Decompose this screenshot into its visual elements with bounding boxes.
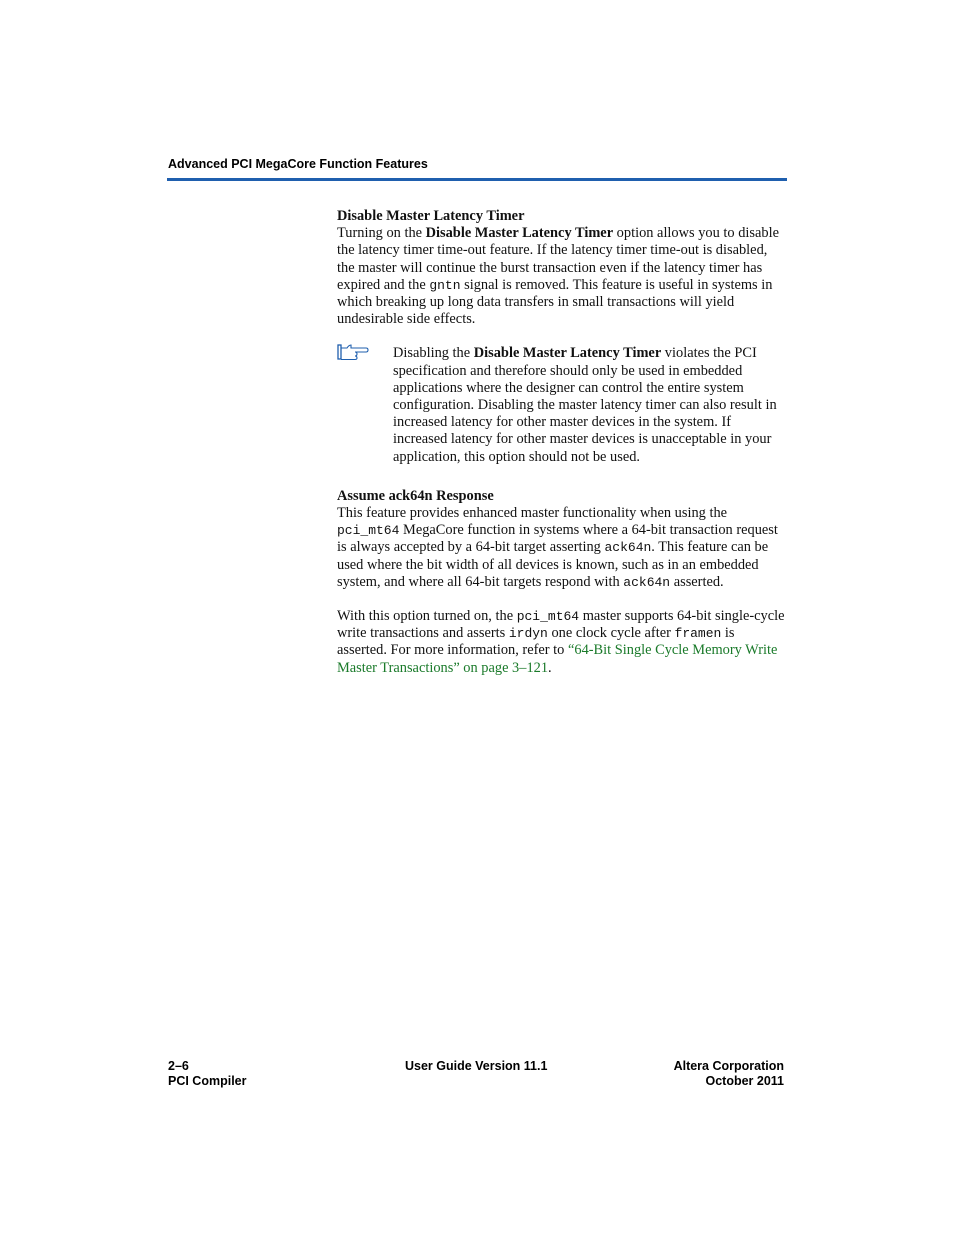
text-run: Turning on the xyxy=(337,225,426,242)
signal-code: irdyn xyxy=(508,626,548,642)
header-rule xyxy=(167,178,787,181)
signal-code: ack64n xyxy=(604,540,652,556)
note-text xyxy=(393,345,787,465)
signal-code: pci_mt64 xyxy=(516,609,580,625)
section-heading-disable-master-latency-timer: Disable Master Latency Timer xyxy=(337,208,525,224)
footer-right xyxy=(674,1059,784,1089)
footer-center xyxy=(405,1059,547,1074)
section-heading-assume-ack64n-response: Assume ack64n Response xyxy=(337,487,494,504)
company-name: Altera Corporation xyxy=(673,1059,784,1073)
signal-code: pci_mt64 xyxy=(337,523,400,539)
pointing-hand-icon xyxy=(337,344,369,362)
signal-code: ack64n xyxy=(623,574,671,590)
publication-date: October 2011 xyxy=(705,1074,784,1088)
paragraph-option-turned-on xyxy=(337,608,787,677)
running-header-title: Advanced PCI MegaCore Function Features xyxy=(168,157,428,171)
text-run: is asserted. For more information, refer to xyxy=(337,625,735,659)
main-content xyxy=(337,208,787,677)
text-run: one clock cycle after xyxy=(547,625,675,642)
footer-left xyxy=(168,1059,247,1089)
page-number: 2–6 xyxy=(168,1059,189,1073)
text-run: Disabling the xyxy=(393,345,474,362)
text-run: MegaCore function in systems where a 64-bit transaction request is always accepted by a 64-bit target asserting xyxy=(337,522,778,556)
option-name-bold: Disable Master Latency Timer xyxy=(425,225,614,242)
cross-reference-link[interactable]: “64-Bit Single Cycle Memory Write Master Transactions” on page 3–121 xyxy=(337,642,778,676)
product-name: PCI Compiler xyxy=(168,1074,247,1088)
paragraph-assume-ack64n-response xyxy=(337,505,787,591)
guide-version: User Guide Version 11.1 xyxy=(405,1059,548,1073)
option-name-bold: Disable Master Latency Timer xyxy=(473,345,662,362)
text-run: This feature provides enhanced master functionality when using the xyxy=(337,505,728,522)
text-run: signal is removed. This feature is useful in systems in which breaking up long data transfers in small transactions will yield undesirable side effects. xyxy=(337,276,773,328)
signal-code: framen xyxy=(674,626,722,642)
text-run: violates the PCI specification and therefore should only be used in embedded applications where the designer can control the entire system configuration. Disabling the master latency timer can also result in increased latency for other master devices in the system. If increased latency for other master devices is unacceptable in your application, this option should not be used. xyxy=(393,345,777,465)
text-run: option allows you to disable the latency timer time-out feature. If the latency timer time-out is disabled, the master will continue the burst transaction even if the latency timer has expired and the xyxy=(337,225,779,293)
text-run: asserted. xyxy=(670,573,724,590)
text-run: With this option turned on, the xyxy=(337,608,517,625)
paragraph-disable-master-latency-timer xyxy=(337,225,787,328)
text-run: . This feature can be used where the bit width of all devices is known, such as in an embedded system, and where all 64-bit targets respond with xyxy=(337,539,769,590)
text-run: . xyxy=(548,659,552,676)
note-block xyxy=(337,345,787,465)
signal-code: gntn xyxy=(429,277,461,293)
text-run: master supports 64-bit single-cycle write transactions and asserts xyxy=(337,608,785,642)
